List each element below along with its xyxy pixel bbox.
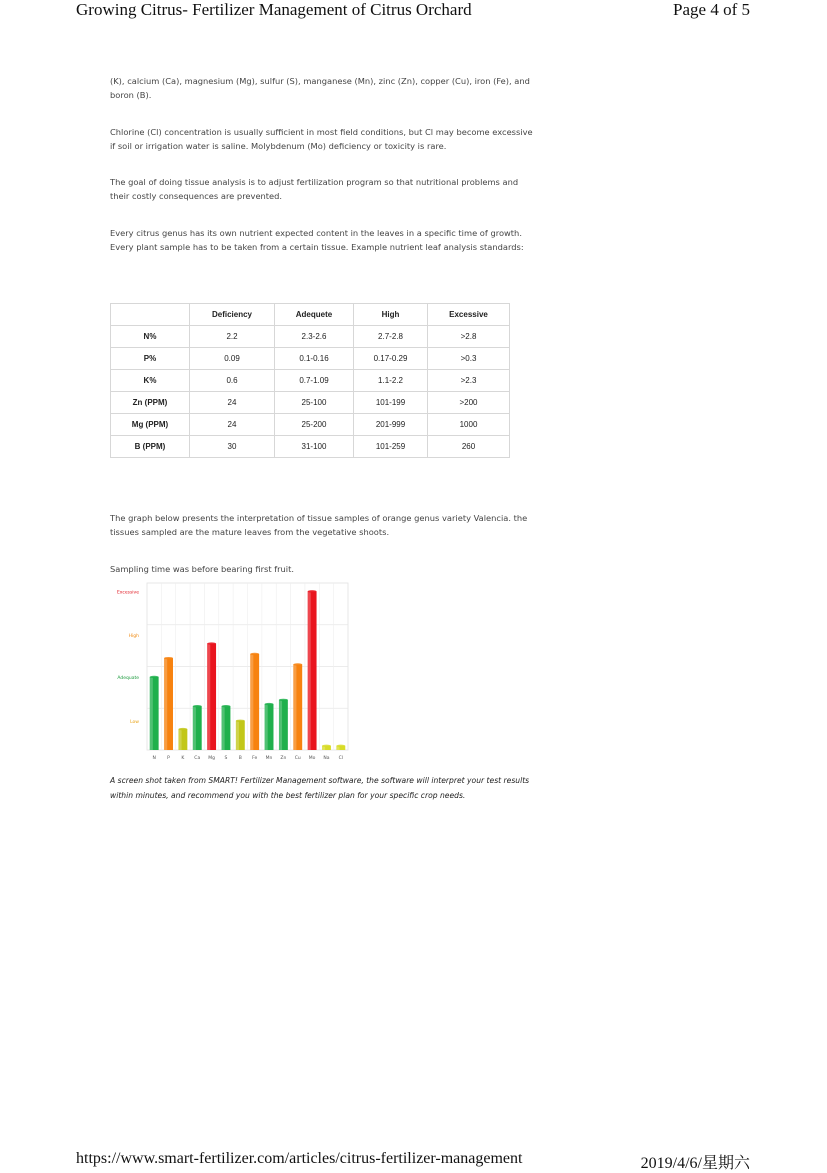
page-header-title: Growing Citrus- Fertilizer Management of Citrus Orchard: [76, 0, 472, 19]
x-tick-label: Cl: [338, 756, 344, 761]
table-cell: >200: [428, 392, 510, 414]
bar-top: [178, 728, 187, 730]
bar-highlight: [250, 654, 253, 750]
level-label: Adequate: [117, 675, 139, 681]
x-tick-label: S: [224, 756, 228, 761]
table-cell: >2.8: [428, 326, 510, 348]
table-header-cell: Excessive: [428, 304, 510, 326]
level-label: Low: [130, 719, 139, 725]
bar-top: [150, 676, 159, 678]
x-tick-label: Cu: [294, 756, 301, 761]
table-cell: 1.1-2.2: [354, 370, 428, 392]
table-row-label: N%: [111, 326, 190, 348]
bar-highlight: [150, 677, 153, 750]
x-tick-label: Ca: [194, 756, 201, 761]
page-footer-url: https://www.smart-fertilizer.com/articles/citrus-fertilizer-management: [76, 1150, 523, 1167]
table-cell: 0.7-1.09: [275, 370, 354, 392]
table-cell: 2.7-2.8: [354, 326, 428, 348]
table-row-label: K%: [111, 370, 190, 392]
table-cell: 24: [190, 392, 275, 414]
table-cell: 0.6: [190, 370, 275, 392]
x-tick-label: Mg: [208, 756, 215, 761]
bar-top: [236, 720, 245, 722]
bar-top: [279, 699, 288, 701]
table-row: [111, 392, 510, 414]
bar-highlight: [178, 729, 181, 750]
table-cell: 201-999: [354, 414, 428, 436]
leaf-analysis-standards-table: [110, 303, 510, 458]
chart-caption: A screen shot taken from SMART! Fertilizer Management software, the software will interpret your test results within minutes, and recommend you with the best fertilizer plan for your specific crop needs.: [110, 776, 530, 800]
bar-top: [207, 642, 216, 644]
bar-top: [164, 657, 173, 659]
paragraph-graph-intro: The graph below presents the interpretation of tissue samples of orange genus variety Valencia. the tissues sampled are the mature leaves from the vegetative shoots.: [110, 513, 528, 537]
bar-top: [293, 663, 302, 665]
tissue-analysis-chart: [110, 580, 350, 762]
table-cell: 25-200: [275, 414, 354, 436]
paragraph-goal: The goal of doing tissue analysis is to adjust fertilization program so that nutritional problems and their costly consequences are prevented.: [110, 177, 519, 201]
x-tick-label: Na: [323, 756, 330, 761]
x-tick-label: Fe: [252, 756, 258, 761]
table-cell: 25-100: [275, 392, 354, 414]
table-cell: 2.2: [190, 326, 275, 348]
table-header-cell: Adequete: [275, 304, 354, 326]
table-header-cell: Deficiency: [190, 304, 275, 326]
bar-highlight: [293, 664, 296, 750]
bar-highlight: [164, 658, 167, 750]
table-cell: >0.3: [428, 348, 510, 370]
bar-top: [336, 745, 345, 747]
x-tick-label: B: [238, 756, 242, 761]
bar-highlight: [222, 706, 225, 750]
table-cell: 0.17-0.29: [354, 348, 428, 370]
table-cell: 1000: [428, 414, 510, 436]
x-tick-label: Mo: [308, 756, 316, 761]
table-cell: 30: [190, 436, 275, 458]
table-cell: 2.3-2.6: [275, 326, 354, 348]
bar-highlight: [265, 704, 268, 750]
x-tick-label: K: [181, 756, 185, 761]
x-tick-label: Zn: [280, 756, 287, 761]
table-row: [111, 326, 510, 348]
bar-top: [222, 705, 231, 707]
page-footer-date: 2019/4/6/星期六: [640, 1155, 750, 1172]
bar-top: [308, 590, 317, 592]
table-row-label: B (PPM): [111, 436, 190, 458]
paragraph-sampling-time: Sampling time was before bearing first fruit.: [110, 564, 294, 574]
table-cell: 260: [428, 436, 510, 458]
paragraph-nutrients: (K), calcium (Ca), magnesium (Mg), sulfur (S), manganese (Mn), zinc (Zn), copper (Cu), iron (Fe), and boron (B).: [110, 76, 530, 100]
level-label: Excessive: [116, 590, 139, 596]
level-label: High: [128, 634, 139, 640]
table-row-label: Zn (PPM): [111, 392, 190, 414]
table-header-cell: [111, 304, 190, 326]
bar-top: [322, 745, 331, 747]
bar-top: [265, 703, 274, 705]
table-row: [111, 414, 510, 436]
table-cell: 24: [190, 414, 275, 436]
table-cell: 0.1-0.16: [275, 348, 354, 370]
paragraph-standards-intro: Every citrus genus has its own nutrient expected content in the leaves in a specific time of growth. Every plant sample has to be taken from a certain tissue. Example nutrient leaf analysis standards:: [110, 228, 524, 252]
table-cell: 101-259: [354, 436, 428, 458]
bar-highlight: [308, 591, 311, 750]
table-cell: 0.09: [190, 348, 275, 370]
table-row: [111, 348, 510, 370]
paragraph-chlorine: Chlorine (Cl) concentration is usually sufficient in most field conditions, but Cl may become excessive if soil or irrigation water is saline. Molybdenum (Mo) deficiency or toxicity is rare.: [110, 127, 533, 151]
table-header-cell: High: [354, 304, 428, 326]
bar-top: [250, 653, 259, 655]
table-row-label: P%: [111, 348, 190, 370]
table-row: [111, 436, 510, 458]
bar-top: [193, 705, 202, 707]
bar-highlight: [207, 644, 210, 750]
table-row: [111, 370, 510, 392]
table-cell: 101-199: [354, 392, 428, 414]
bar-highlight: [279, 700, 282, 750]
table-cell: >2.3: [428, 370, 510, 392]
x-tick-label: Mn: [265, 756, 273, 761]
page-number: Page 4 of 5: [673, 0, 750, 19]
bar-highlight: [236, 721, 239, 750]
bar-highlight: [193, 706, 196, 750]
table-cell: 31-100: [275, 436, 354, 458]
table-row-label: Mg (PPM): [111, 414, 190, 436]
table-header-row: [111, 304, 510, 326]
x-tick-label: P: [167, 756, 170, 761]
x-tick-label: N: [152, 756, 156, 761]
